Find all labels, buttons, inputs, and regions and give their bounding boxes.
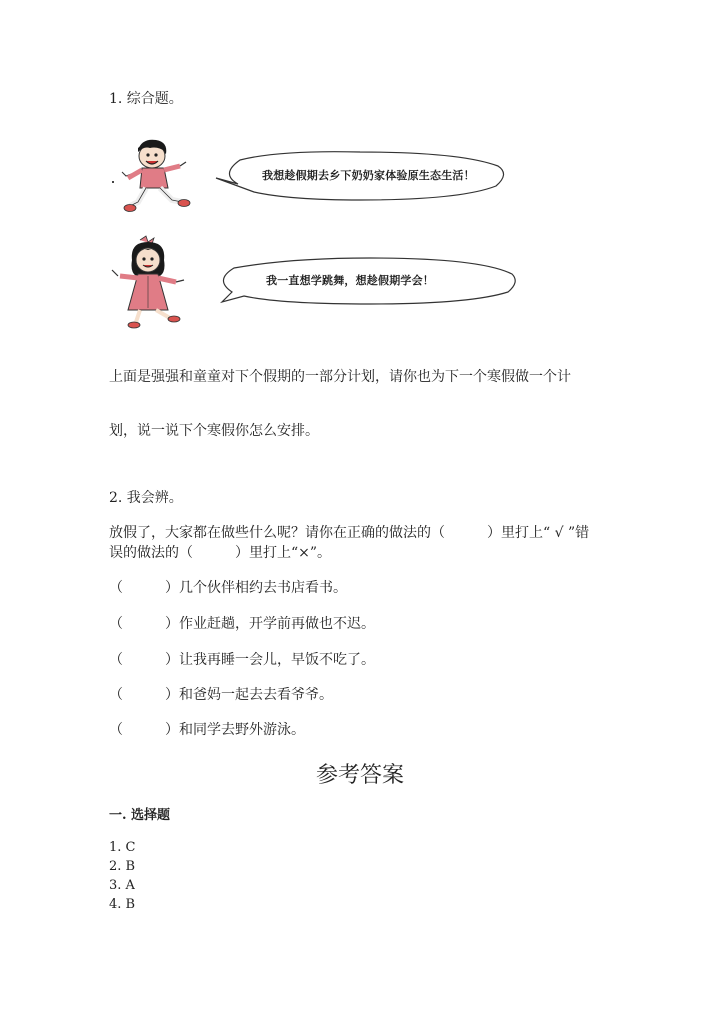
boy-figure-icon (116, 136, 198, 220)
question-2-instruction-line-1: 放假了，大家都在做些什么呢？请你在正确的做法的（ ）里打上“ √ ”错 (109, 525, 590, 541)
girl-speech-bubble (210, 256, 520, 306)
answer-item: 4. B (109, 897, 136, 912)
answer-key-title: 参考答案 (315, 763, 404, 788)
boy-speech-text: 我想趁假期去乡下奶奶家体验原生态生活！ (262, 169, 475, 182)
answer-section-title: 一. 选择题 (109, 808, 171, 823)
answer-blank[interactable]: （ ） (109, 652, 179, 668)
answer-item: 3. A (109, 878, 135, 893)
answer-blank[interactable]: （ ） (109, 687, 179, 703)
boy-illustration (116, 136, 198, 220)
list-item (109, 577, 347, 599)
answer-blank[interactable]: （ ） (109, 722, 179, 738)
answer-item: 2. B (109, 859, 136, 874)
answer-item: 1. C (109, 840, 136, 855)
statement-text: 作业赶趟，开学前再做也不迟。 (179, 616, 375, 632)
question-1-instruction-line-2: 划，说一说下个寒假你怎么安排。 (109, 423, 319, 439)
list-item (109, 684, 333, 706)
list-item (109, 613, 375, 635)
statement-text: 和爸妈一起去去看爷爷。 (179, 687, 333, 703)
answer-blank[interactable]: （ ） (109, 580, 179, 596)
list-item (109, 719, 305, 741)
statement-text: 让我再睡一会儿，早饭不吃了。 (179, 652, 375, 668)
boy-speech-bubble (210, 148, 510, 206)
list-item (109, 649, 375, 671)
stray-dot (112, 181, 114, 183)
statement-text: 和同学去野外游泳。 (179, 722, 305, 738)
question-2-title: 2. 我会辨。 (109, 490, 183, 506)
girl-figure-icon (110, 234, 190, 332)
question-1-instruction-line-1: 上面是强强和童童对下个假期的一部分计划，请你也为下一个寒假做一个计 (109, 369, 571, 385)
question-2-instruction-line-2: 误的做法的（ ）里打上“×”。 (109, 545, 332, 561)
answer-blank[interactable]: （ ） (109, 616, 179, 632)
girl-illustration (110, 234, 190, 332)
question-1-title: 1. 综合题。 (109, 91, 183, 107)
girl-speech-text: 我一直想学跳舞，想趁假期学会！ (266, 274, 434, 287)
statement-text: 几个伙伴相约去书店看书。 (179, 580, 347, 596)
